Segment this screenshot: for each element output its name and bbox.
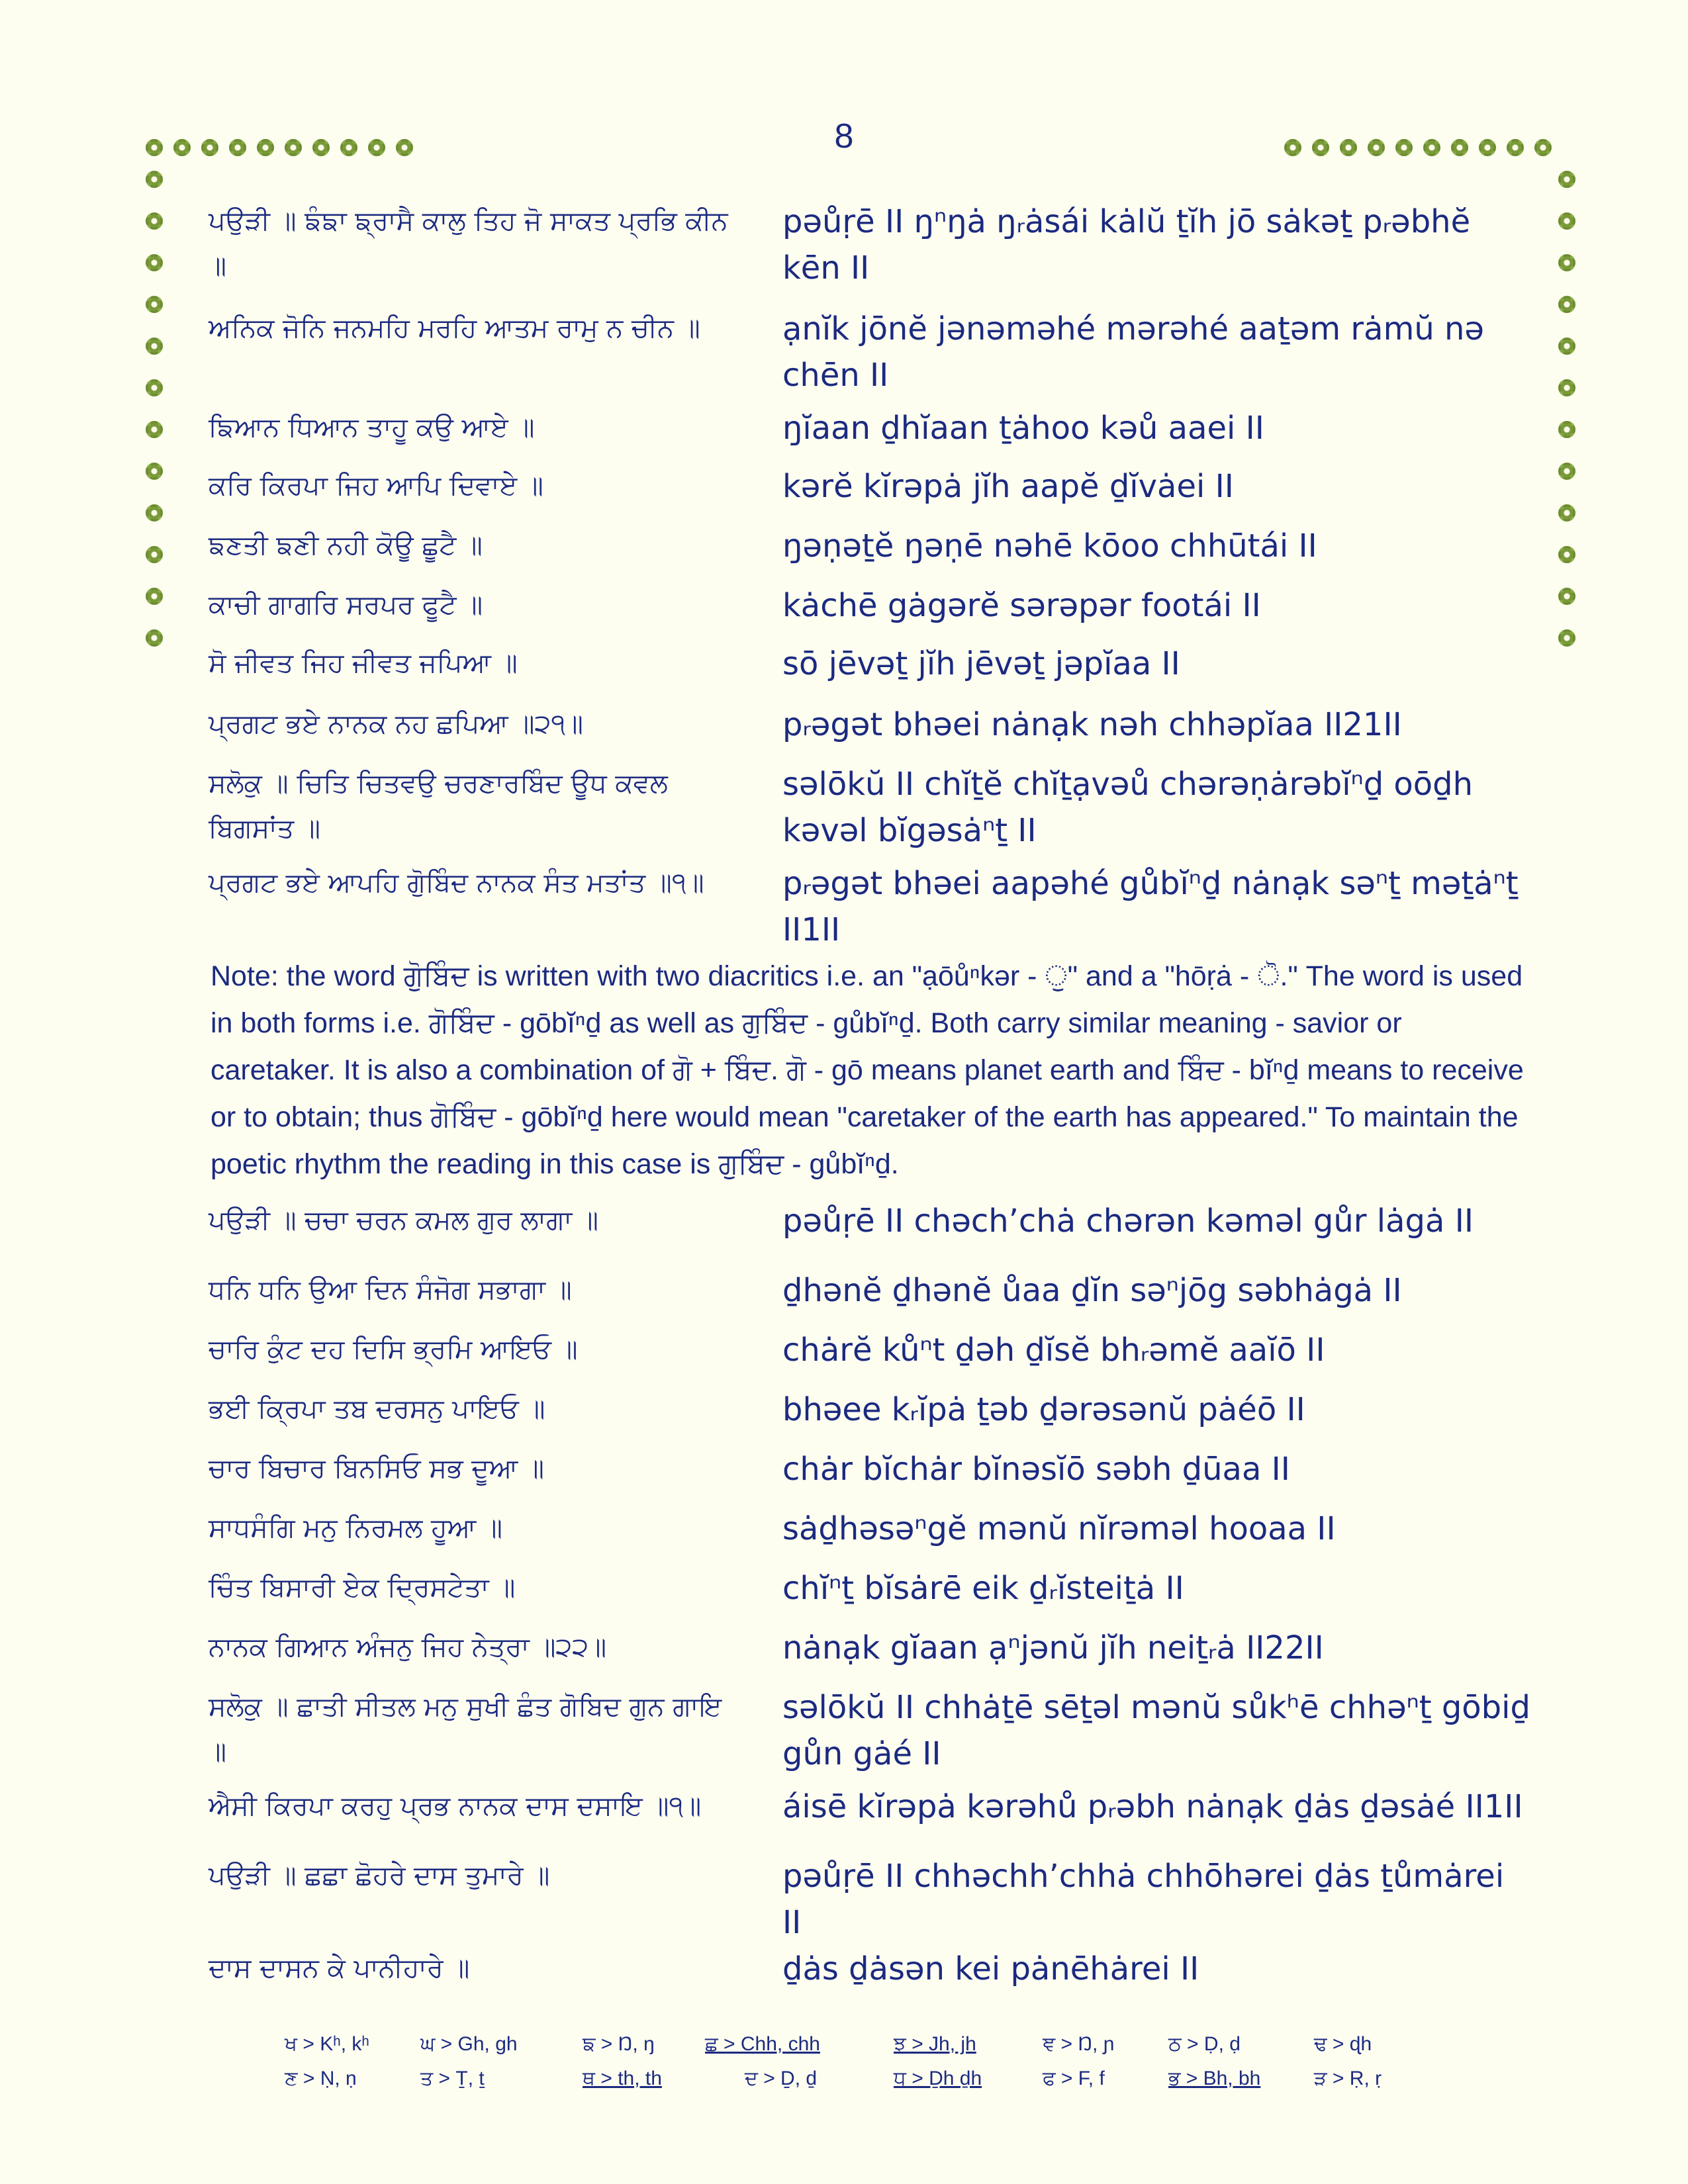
flower-ornament-icon: [146, 629, 163, 647]
flower-ornament-icon: [368, 139, 385, 156]
transliteration-line: ạnĭk jōnĕ jənəməhé mərəhé aaṯəm rȧmŭ nə chēn II: [782, 310, 1495, 394]
transliteration-line: pᵣəgət bhəei nȧnạk nəh chhəpĭaa II21II: [782, 706, 1402, 743]
gurmukhi-line: ਧਨਿ ਧਨਿ ਉਆ ਦਿਨ ਸੰਜੋਗ ਸਭਾਗਾ ॥: [209, 1275, 572, 1305]
transliteration-line: sȧḏhəsəⁿgĕ mənŭ nĭrəməl hooaa II: [782, 1510, 1336, 1547]
flower-ornament-icon: [1558, 421, 1575, 438]
flower-ornament-icon: [173, 139, 191, 156]
gurmukhi-line: ਪਉੜੀ ॥ ਙੰਙਾ ਙ੍ਰਾਸੈ ਕਾਲੁ ਤਿਹ ਜੋ ਸਾਕਤ ਪ੍ਰਭਿ ਕੀਨ ॥: [209, 206, 737, 281]
flower-ornament-icon: [1558, 588, 1575, 605]
gurmukhi-line: ਕਾਚੀ ਗਾਗਰਿ ਸਰਪਰ ਫੂਟੈ ॥: [209, 590, 483, 620]
gurmukhi-line: ਪਉੜੀ ॥ ਚਚਾ ਚਰਨ ਕਮਲ ਗੁਰ ਲਾਗਾ ॥: [209, 1205, 598, 1236]
legend-item: ਖ > Kʰ, kʰ: [285, 2033, 369, 2055]
transliteration-line: chĭⁿṯ bĭsȧrē eik ḏᵣĭsteiṯȧ II: [782, 1570, 1184, 1607]
transliteration-line: áisē kĭrəpȧ kərəhů pᵣəbh nȧnạk ḏȧs ḏəsȧé II1II: [782, 1788, 1523, 1825]
flower-ornament-icon: [1558, 463, 1575, 480]
flower-ornament-icon: [1558, 296, 1575, 313]
flower-ornament-icon: [1558, 546, 1575, 563]
flower-ornament-icon: [257, 139, 274, 156]
flower-ornament-icon: [312, 139, 330, 156]
transliteration-line: ŋĭaan ḏhĭaan ṯȧhoo kəů aaei II: [782, 410, 1264, 447]
gurmukhi-line: ਸਲੋਕੁ ॥ ਛਾਤੀ ਸੀਤਲ ਮਨੁ ਸੁਖੀ ਛੰਤ ਗੋਬਿਦ ਗੁਨ ਗਾਇ ॥: [209, 1692, 730, 1767]
gurmukhi-line: ਕਰਿ ਕਿਰਪਾ ਜਿਹ ਆਪਿ ਦਿਵਾਏ ॥: [209, 471, 543, 501]
gurmukhi-line: ਚਾਰਿ ਕੁੰਟ ਦਹ ਦਿਸਿ ਭ੍ਰਮਿ ਆਇਓ ॥: [209, 1334, 578, 1365]
legend-item: ਣ > Ṇ, ṇ: [285, 2068, 357, 2089]
flower-ornament-icon: [1558, 504, 1575, 522]
gurmukhi-line: ਭਈ ਕ੍ਰਿਪਾ ਤਬ ਦਰਸਨੁ ਪਾਇਓ ॥: [209, 1394, 545, 1424]
gurmukhi-line: ਙਣਤੀ ਙਣੀ ਨਹੀ ਕੋਊ ਛੂਟੈ ॥: [209, 530, 483, 561]
gurmukhi-line: ਸੋ ਜੀਵਤ ਜਿਹ ਜੀਵਤ ਜਪਿਆ ॥: [209, 648, 518, 678]
flower-ornament-icon: [1395, 139, 1413, 156]
flower-ornament-icon: [146, 212, 163, 230]
flower-ornament-icon: [146, 588, 163, 605]
gurmukhi-line: ਐਸੀ ਕਿਰਪਾ ਕਰਹੁ ਪ੍ਰਭ ਨਾਨਕ ਦਾਸ ਦਸਾਇ ॥੧॥: [209, 1791, 702, 1821]
flower-ornament-icon: [146, 379, 163, 396]
flower-ornament-icon: [146, 139, 163, 156]
transliteration-line: nȧnạk gĭaan ạⁿjənŭ jĭh neiṯᵣȧ II22II: [782, 1629, 1324, 1666]
flower-ornament-icon: [1558, 254, 1575, 271]
transliteration-line: pəůṛē II ŋⁿŋȧ ŋᵣȧsái kȧlŭ ṯĭh jō sȧkəṯ pᵣəbhĕ kēn II: [782, 203, 1481, 287]
flower-ornament-icon: [146, 421, 163, 438]
gurmukhi-line: ਙਿਆਨ ਧਿਆਨ ਤਾਹੂ ਕਉ ਆਏ ॥: [209, 412, 535, 443]
transliteration-line: pᵣəgət bhəei aapəhé gůbĭⁿḏ nȧnạk səⁿṯ məṯȧⁿṯ II1II: [782, 865, 1528, 948]
flower-ornament-icon: [1312, 139, 1329, 156]
flower-ornament-icon: [1423, 139, 1440, 156]
transliteration-line: pəůṛē II chəch’chȧ chərən kəməl gůr lȧgȧ II: [782, 1203, 1474, 1240]
gurmukhi-line: ਪਉੜੀ ॥ ਛਛਾ ਛੋਹਰੇ ਦਾਸ ਤੁਮਾਰੇ ॥: [209, 1860, 550, 1891]
legend-item: ਫ > F, f: [1043, 2068, 1105, 2089]
gurmukhi-line: ਸਲੋਕੁ ॥ ਚਿਤਿ ਚਿਤਵਉ ਚਰਣਾਰਬਿੰਦ ਊਧ ਕਵਲ ਬਿਗਸਾਂਤ ॥: [209, 768, 677, 844]
legend-item: ਛ > Chh, chh: [705, 2033, 820, 2055]
flower-ornament-icon: [229, 139, 246, 156]
transliteration-line: pəůṛē II chhəchh’chhȧ chhōhərei ḏȧs ṯůmȧrei II: [782, 1858, 1515, 1941]
legend-item: ਤ > Ṯ, ṯ: [420, 2068, 485, 2089]
flower-ornament-icon: [1479, 139, 1496, 156]
flower-ornament-icon: [1451, 139, 1468, 156]
legend-item: ਙ > Ŋ, ŋ: [583, 2033, 655, 2055]
flower-ornament-icon: [1558, 171, 1575, 188]
transliteration-line: kərĕ kĭrəpȧ jĭh aapĕ ḏĭvȧei II: [782, 468, 1234, 505]
legend-item: ੜ > Ṛ, ṛ: [1314, 2068, 1382, 2089]
page-number: 8: [834, 117, 854, 156]
flower-ornament-icon: [1368, 139, 1385, 156]
flower-ornament-icon: [146, 171, 163, 188]
flower-ornament-icon: [396, 139, 413, 156]
transliteration-line: sō jēvəṯ jĭh jēvəṯ jəpĭaa II: [782, 645, 1180, 682]
legend-item: ਠ > Ḍ, ḍ: [1168, 2033, 1241, 2055]
transliteration-line: chȧrĕ kůⁿt ḏəh ḏĭsĕ bhᵣəmĕ aaĭō II: [782, 1332, 1325, 1369]
legend-item: ਞ > Ŋ, ɲ: [1043, 2033, 1115, 2055]
legend-item: ਧ > Ḏh ḏh: [894, 2068, 982, 2089]
flower-ornament-icon: [1340, 139, 1357, 156]
gurmukhi-line: ਚਾਰ ਬਿਚਾਰ ਬਿਨਸਿਓ ਸਭ ਦੂਆ ॥: [209, 1453, 544, 1484]
flower-ornament-icon: [146, 504, 163, 522]
flower-ornament-icon: [1284, 139, 1301, 156]
flower-ornament-icon: [1558, 338, 1575, 355]
gurmukhi-line: ਸਾਧਸੰਗਿ ਮਨੁ ਨਿਰਮਲ ਹੂਆ ॥: [209, 1513, 502, 1543]
transliteration-line: ḏhənĕ ḏhənĕ ůaa ḏĭn səⁿjōg səbhȧgȧ II: [782, 1272, 1402, 1309]
legend-item: ਭ > Bh, bh: [1168, 2068, 1261, 2089]
flower-ornament-icon: [1558, 379, 1575, 396]
legend-item: ਦ > Ḏ, ḏ: [745, 2068, 818, 2089]
legend-item: ਝ > Jh, jh: [894, 2033, 976, 2055]
gurmukhi-line: ਚਿੰਤ ਬਿਸਾਰੀ ਏਕ ਦ੍ਰਿਸਟੇਤਾ ॥: [209, 1572, 516, 1603]
transliteration-line: kȧchē gȧgərĕ sərəpər footái II: [782, 587, 1261, 624]
transliteration-line: bhəee kᵣĭpȧ ṯəb ḏərəsənŭ pȧéō II: [782, 1391, 1305, 1428]
transliteration-line: ŋəṇəṯĕ ŋəṇē nəhē kōoo chhūtái II: [782, 527, 1317, 565]
flower-ornament-icon: [146, 546, 163, 563]
legend-item: ਘ > Gh, gh: [420, 2033, 518, 2055]
flower-ornament-icon: [146, 296, 163, 313]
legend-item: ਥ > th, th: [583, 2068, 662, 2089]
transliteration-line: chȧr bĭchȧr bĭnəsĭō səbh ḏūaa II: [782, 1451, 1290, 1488]
flower-ornament-icon: [285, 139, 302, 156]
gurmukhi-line: ਦਾਸ ਦਾਸਨ ਕੇ ਪਾਨੀਹਾਰੇ ॥: [209, 1953, 470, 1983]
flower-ornament-icon: [146, 254, 163, 271]
flower-ornament-icon: [1507, 139, 1524, 156]
flower-ornament-icon: [1558, 212, 1575, 230]
gurmukhi-line: ਪ੍ਰਗਟ ਭਏ ਨਾਨਕ ਨਹ ਛਪਿਆ ॥੨੧॥: [209, 709, 584, 739]
flower-ornament-icon: [146, 338, 163, 355]
note-paragraph: Note: the word ਗੋੁਬਿੰਦ is written with two diacritics i.e. an "ạōůⁿkər - ੁ" and a "hōṛȧ - ੋ." The word is used in both forms i.e. ਗੋਬਿੰਦ - gōbĭⁿḏ as well as ਗੁਬਿੰਦ - gůbĭⁿḏ. Both carry similar meaning - savior or caretaker. It is also a combination of ਗੋ + ਬਿੰਦ. ਗੋ - gō means planet earth and ਬਿੰਦ - bĭⁿḏ means to receive or to obtain; thus ਗੋਬਿੰਦ - gōbĭⁿḏ here would mean "caretaker of the earth has appeared." To maintain the poetic rhythm the reading in this case is ਗੁਬਿੰਦ - gůbĭⁿḏ.: [211, 960, 1532, 1180]
flower-ornament-icon: [340, 139, 357, 156]
legend-item: ਢ > ɖh: [1314, 2033, 1372, 2055]
flower-ornament-icon: [146, 463, 163, 480]
gurmukhi-line: ਨਾਨਕ ਗਿਆਨ ਅੰਜਨੁ ਜਿਹ ਨੇਤ੍ਰਾ ॥੨੨॥: [209, 1632, 607, 1662]
flower-ornament-icon: [1558, 629, 1575, 647]
transliteration-line: ḏȧs ḏȧsən kei pȧnēhȧrei II: [782, 1950, 1199, 1987]
transliteration-line: səlōkŭ II chĭṯĕ chĭṯạvəů chərəṇȧrəbĭⁿḏ oōḏh kəvəl bĭgəsȧⁿṯ II: [782, 766, 1483, 849]
gurmukhi-line: ਅਨਿਕ ਜੋਨਿ ਜਨਮਹਿ ਮਰਹਿ ਆਤਮ ਰਾਮੁ ਨ ਚੀਨ ॥: [209, 313, 700, 343]
transliteration-line: səlōkŭ II chhȧṯē sēṯəl mənŭ sůkʰē chhəⁿṯ gōbiḏ gůn gȧé II: [782, 1689, 1541, 1772]
flower-ornament-icon: [1534, 139, 1552, 156]
gurmukhi-line: ਪ੍ਰਗਟ ਭਏ ਆਪਹਿ ਗੋੁਬਿੰਦ ਨਾਨਕ ਸੰਤ ਮਤਾਂਤ ॥੧॥: [209, 868, 704, 898]
flower-ornament-icon: [201, 139, 218, 156]
